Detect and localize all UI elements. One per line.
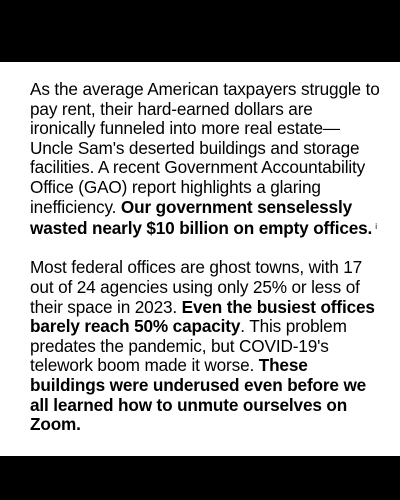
paragraph-1 [30,80,380,239]
footnote-marker[interactable]: i [375,222,377,232]
paragraph-1-bold-claim: Our government senselessly wasted nearly $10 billion on empty offices. [30,196,373,239]
paragraph-2-text-2: . This problem predates the pandemic, but COVID-19's telework boom made it worse. [30,316,347,376]
paragraph-2-bold-2: These buildings were underused even before we all learned how to unmute ourselves on Zoom. [30,355,367,435]
top-black-bar [0,0,400,62]
bottom-black-bar [0,456,400,500]
paragraph-1-text: As the average American taxpayers struggle to pay rent, their hard-earned dollars are ironically funneled into more real estate—Uncle Sam's deserted buildings and storage facilities. A recent Government Accountability Office (GAO) report highlights a glaring inefficiency. [30,79,380,217]
paragraph-2 [30,258,380,434]
paragraph-2-text-1: Most federal offices are ghost towns, with 17 out of 24 agencies using only 25% or less of their space in 2023. [30,257,363,317]
paragraph-2-bold-1: Even the busiest offices barely reach 50% capacity [30,296,375,337]
article-body [0,62,400,456]
